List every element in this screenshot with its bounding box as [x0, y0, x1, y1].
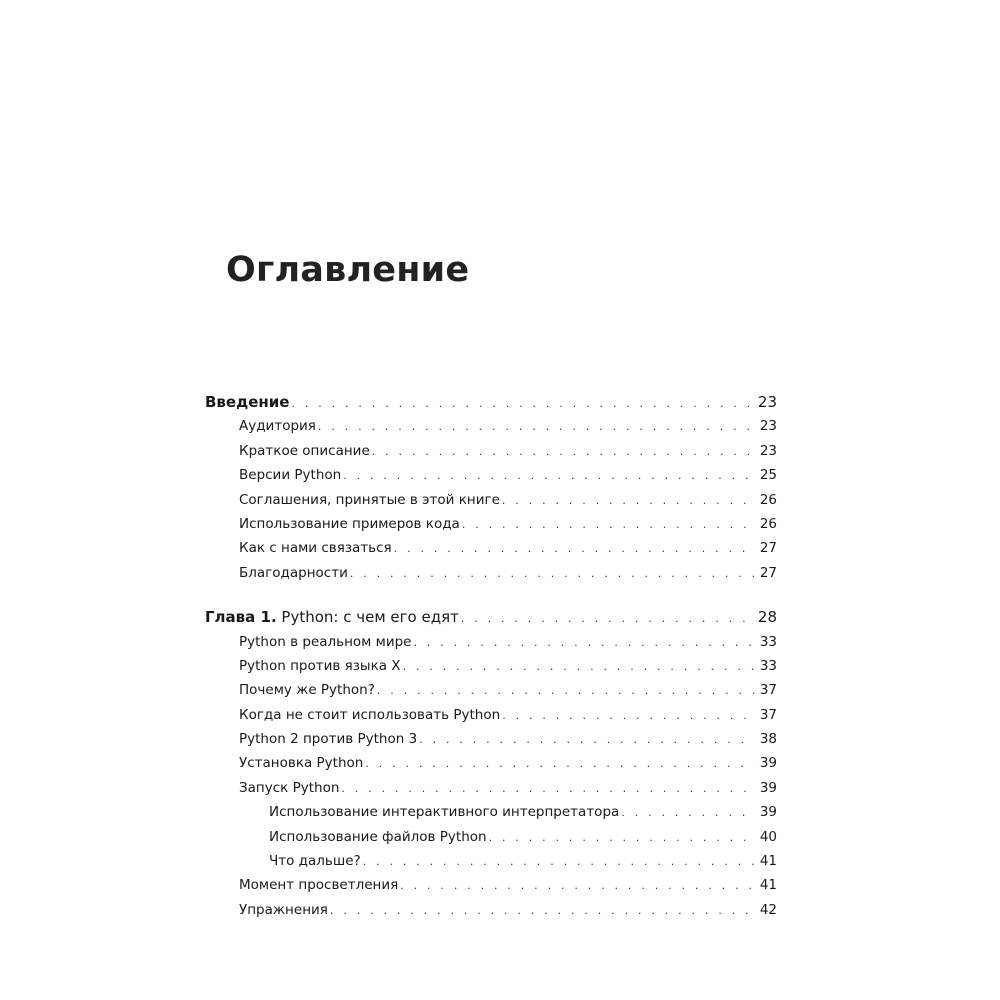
dot-leader: [377, 679, 755, 703]
toc-entry-text: Python 2 против Python 3: [239, 731, 418, 748]
toc-entry[interactable]: [205, 654, 777, 678]
dot-leader: [291, 392, 755, 416]
toc-entry-text: Что дальше?: [269, 853, 361, 870]
toc-entry[interactable]: [205, 561, 777, 585]
dot-leader: [502, 489, 755, 513]
toc-entry[interactable]: [205, 873, 777, 897]
toc-page-number: 37: [759, 706, 777, 723]
toc-entry-text: Использование файлов Python: [269, 828, 487, 845]
toc-entry-text: Версии Python: [239, 467, 342, 484]
toc-entry-label: [239, 703, 500, 727]
toc-page-number: 23: [757, 393, 777, 411]
toc-entry-label: [269, 800, 619, 824]
toc-entry[interactable]: [205, 800, 777, 824]
dot-leader: [403, 655, 755, 679]
toc-entry-text: Момент просветления: [239, 877, 399, 894]
dot-leader: [461, 607, 755, 631]
toc-entry-label: [239, 630, 411, 654]
dot-leader: [400, 874, 755, 898]
toc-entry-text: Запуск Python: [239, 779, 340, 796]
page-title: Оглавление: [226, 250, 470, 290]
toc-entry[interactable]: [205, 751, 777, 775]
toc-entry-label: [239, 561, 348, 585]
toc-entry[interactable]: [205, 776, 777, 800]
toc-page-number: 28: [757, 608, 777, 627]
toc-entry[interactable]: [205, 605, 777, 629]
toc-page-number: 27: [759, 564, 777, 581]
toc-page-number: 39: [759, 779, 777, 796]
dot-leader: [343, 464, 755, 488]
toc-entry[interactable]: [205, 512, 777, 536]
toc-entry-label: [239, 654, 401, 678]
toc-entry[interactable]: [205, 898, 777, 922]
toc-entry[interactable]: [205, 414, 777, 438]
toc-entry-text: Использование примеров кода: [239, 515, 460, 532]
toc-page-number: 26: [759, 491, 777, 508]
dot-leader: [394, 537, 755, 561]
toc-entry-label: [239, 678, 375, 702]
toc-entry-text: Использование интерактивного интерпретатора: [269, 804, 620, 821]
toc-entry-bold: Введение: [205, 393, 290, 411]
toc-page-number: 40: [759, 828, 777, 845]
toc-entry[interactable]: [205, 849, 777, 873]
dot-leader: [462, 513, 755, 537]
toc-page-number: 41: [759, 853, 777, 870]
toc-entry-label: [239, 898, 328, 922]
toc-page-number: 38: [759, 731, 777, 748]
dot-leader: [318, 415, 755, 439]
toc-entry[interactable]: [205, 536, 777, 560]
toc-page-number: 39: [759, 804, 777, 821]
dot-leader: [621, 801, 755, 825]
toc-entry-label: [239, 873, 398, 897]
toc-page-number: 37: [759, 682, 777, 699]
dot-leader: [372, 440, 755, 464]
toc-entry-text: Установка Python: [239, 755, 364, 772]
toc-entry-label: [239, 439, 370, 463]
dot-leader: [419, 728, 755, 752]
dot-leader: [330, 899, 755, 923]
toc-entry-text: Благодарности: [239, 564, 348, 581]
dot-leader: [350, 562, 755, 586]
toc-page-number: 23: [759, 442, 777, 459]
toc-entry[interactable]: [205, 630, 777, 654]
toc-page-number: 39: [759, 755, 777, 772]
toc-entry-text: Краткое описание: [239, 442, 370, 459]
toc-entry-text: Упражнения: [239, 901, 328, 918]
toc-entry-text: Python: с чем его едят: [276, 608, 459, 627]
toc-entry-text: Аудитория: [239, 418, 316, 435]
table-of-contents: [205, 390, 777, 922]
toc-entry-text: Как с нами связаться: [239, 540, 392, 557]
toc-entry-label: [239, 751, 363, 775]
toc-page-number: 41: [759, 877, 777, 894]
toc-entry[interactable]: [205, 390, 777, 414]
toc-page-number: 25: [759, 467, 777, 484]
toc-entry[interactable]: [205, 825, 777, 849]
toc-entry-bold: Глава 1.: [205, 608, 277, 627]
toc-entry[interactable]: [205, 463, 777, 487]
toc-page-number: 33: [759, 657, 777, 674]
toc-page-number: 26: [759, 515, 777, 532]
toc-entry[interactable]: [205, 703, 777, 727]
toc-entry-text: Соглашения, принятые в этой книге: [239, 491, 500, 508]
toc-page-number: 23: [759, 418, 777, 435]
toc-entry-text: Почему же Python?: [239, 682, 375, 699]
toc-entry[interactable]: [205, 678, 777, 702]
dot-leader: [341, 777, 755, 801]
toc-entry-label: [239, 776, 339, 800]
toc-entry-label: [205, 605, 459, 629]
toc-entry-text: Когда не стоит использовать Python: [239, 706, 501, 723]
toc-entry-label: [239, 488, 500, 512]
toc-page-number: 42: [759, 901, 777, 918]
toc-entry-label: [239, 536, 392, 560]
toc-entry-label: [269, 825, 487, 849]
toc-entry-text: Python против языка X: [239, 657, 401, 674]
toc-page-number: 33: [759, 633, 777, 650]
toc-page-number: 27: [759, 540, 777, 557]
toc-entry-label: [269, 849, 361, 873]
dot-leader: [363, 850, 755, 874]
dot-leader: [365, 752, 755, 776]
toc-entry-label: [239, 512, 460, 536]
toc-entry[interactable]: [205, 439, 777, 463]
toc-entry[interactable]: [205, 488, 777, 512]
toc-entry-text: Python в реальном мире: [239, 633, 412, 650]
dot-leader: [502, 704, 755, 728]
toc-entry-label: [239, 414, 316, 438]
toc-entry[interactable]: [205, 727, 777, 751]
dot-leader: [489, 826, 755, 850]
toc-entry-label: [205, 390, 289, 414]
toc-entry-label: [239, 727, 417, 751]
dot-leader: [413, 631, 755, 655]
toc-entry-label: [239, 463, 341, 487]
